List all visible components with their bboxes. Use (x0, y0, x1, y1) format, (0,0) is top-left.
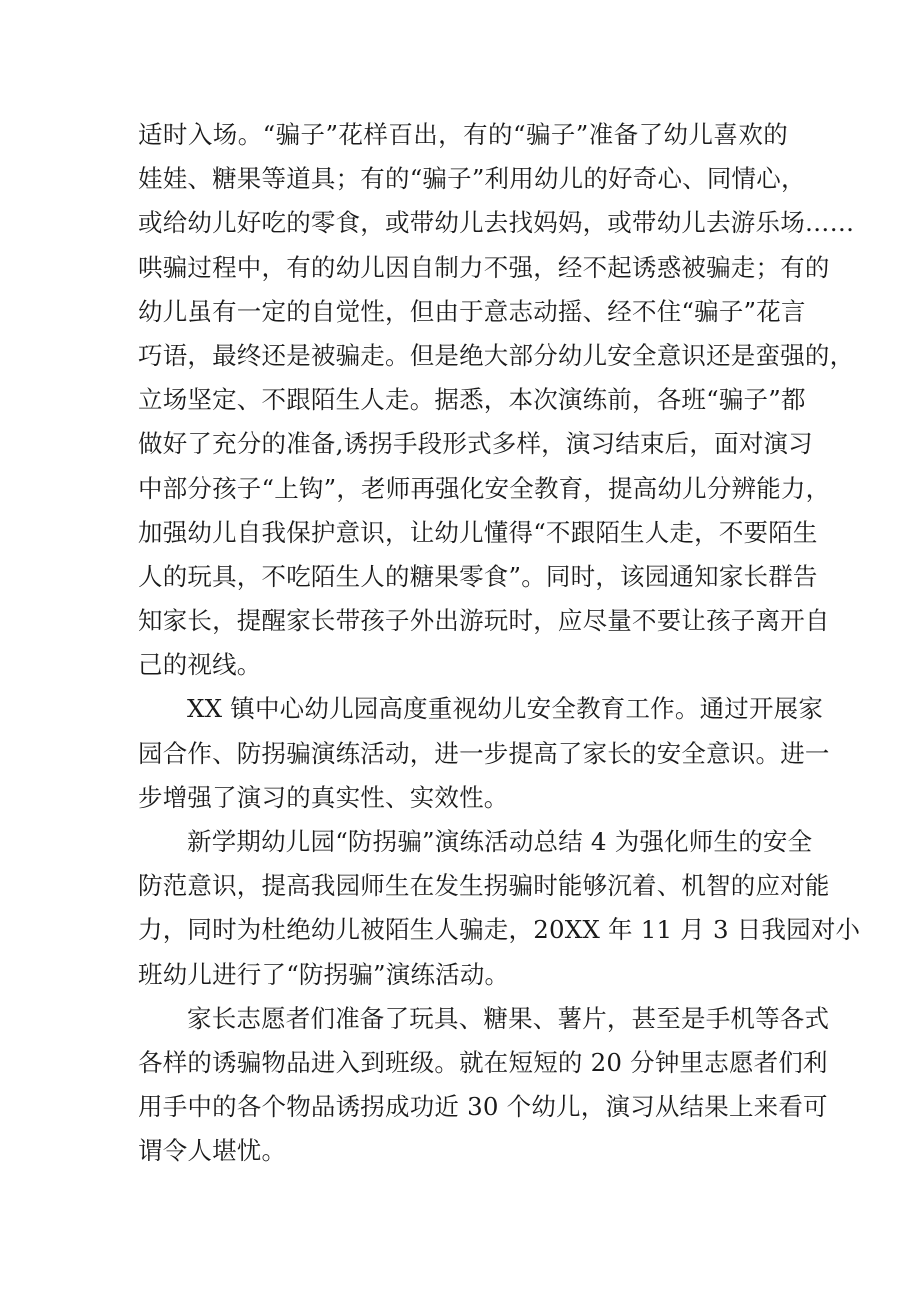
paragraph-1 (138, 113, 855, 687)
text-line: 加强幼儿自我保护意识，让幼儿懂得“不跟陌生人走，不要陌生 (138, 517, 818, 547)
text-line: 哄骗过程中，有的幼儿因自制力不强，经不起诱惑被骗走；有的 (138, 252, 830, 282)
document-body (138, 113, 861, 1174)
paragraph-3 (138, 820, 861, 997)
text-line: 各样的诱骗物品进入到班级。就在短短的 20 分钟里志愿者们利 (138, 1047, 828, 1077)
text-line: 谓令人堪忧。 (138, 1136, 287, 1166)
text-line: 防范意识，提高我园师生在发生拐骗时能够沉着、机智的应对能 (138, 871, 830, 901)
text-line: 力，同时为杜绝幼儿被陌生人骗走，20XX 年 11 月 3 日我园对小 (138, 915, 861, 945)
text-line: 娃娃、糖果等道具；有的“骗子”利用幼儿的好奇心、同情心， (138, 164, 806, 194)
text-line: 新学期幼儿园“防拐骗”演练活动总结 4 为强化师生的安全 (187, 827, 813, 856)
paragraph-2 (138, 687, 830, 820)
text-line: 知家长，提醒家长带孩子外出游玩时，应尽量不要让孩子离开自 (138, 606, 830, 636)
text-line: 班幼儿进行了“防拐骗”演练活动。 (138, 959, 510, 989)
text-line: 巧语，最终还是被骗走。但是绝大部分幼儿安全意识还是蛮强的， (138, 340, 855, 370)
text-line: 人的玩具，不吃陌生人的糖果零食”。同时，该园通知家长群告 (138, 561, 818, 591)
paragraph-4 (138, 997, 830, 1174)
text-line: 适时入场。“骗子”花样百出，有的“骗子”准备了幼儿喜欢的 (138, 120, 788, 149)
text-line: 立场坚定、不跟陌生人走。据悉，本次演练前，各班“骗子”都 (138, 385, 806, 415)
text-line: 用手中的各个物品诱拐成功近 30 个幼儿，演习从结果上来看可 (138, 1092, 828, 1122)
text-line: 幼儿虽有一定的自觉性，但由于意志动摇、经不住“骗子”花言 (138, 296, 806, 326)
text-line: 己的视线。 (138, 650, 262, 680)
text-line: 中部分孩子“上钩”，老师再强化安全教育，提高幼儿分辨能力， (138, 473, 831, 503)
text-line: 家长志愿者们准备了玩具、糖果、薯片，甚至是手机等各式 (187, 1003, 830, 1033)
text-line: 步增强了演习的真实性、实效性。 (138, 782, 509, 812)
text-line: XX 镇中心幼儿园高度重视幼儿安全教育工作。通过开展家 (187, 694, 824, 724)
text-line: 园合作、防拐骗演练活动，进一步提高了家长的安全意识。进一 (138, 738, 830, 768)
text-line: 做好了充分的准备,诱拐手段形式多样，演习结束后，面对演习 (138, 429, 813, 459)
text-line: 或给幼儿好吃的零食，或带幼儿去找妈妈，或带幼儿去游乐场…… (138, 208, 855, 238)
